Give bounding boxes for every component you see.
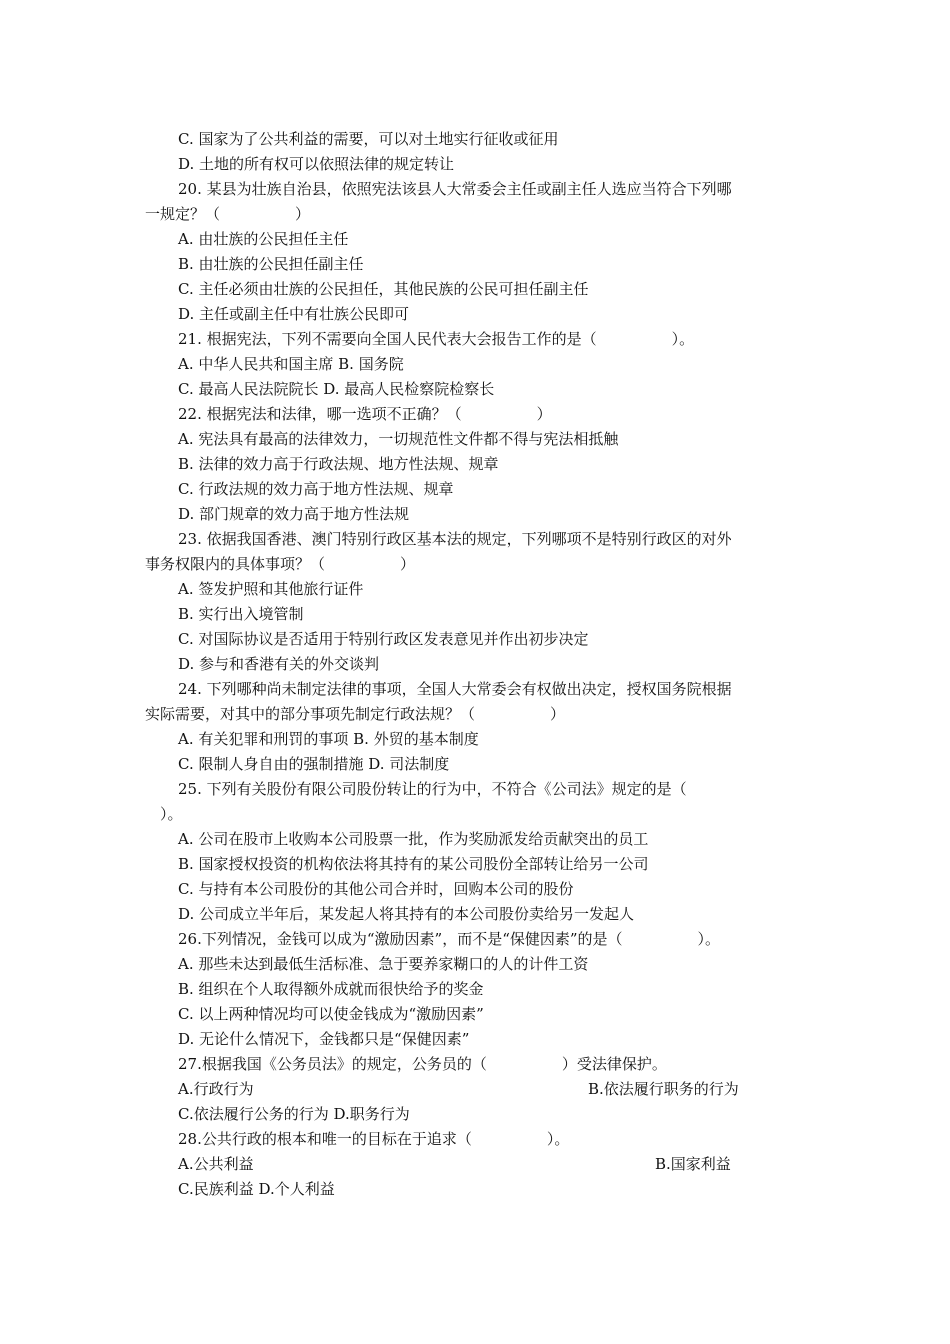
option-line: B. 国家授权投资的机构依法将其持有的某公司股份全部转让给另一公司	[178, 855, 649, 873]
question-26-stem: 26.下列情况，金钱可以成为“激励因素”，而不是“保健因素”的是（ ）。	[178, 930, 721, 948]
question-25-stem: 25. 下列有关股份有限公司股份转让的行为中，不符合《公司法》规定的是（	[178, 780, 687, 798]
option-line: C. 最高人民法院院长 D. 最高人民检察院检察长	[178, 380, 495, 398]
text-line: D. 土地的所有权可以依照法律的规定转让	[178, 155, 455, 173]
option-line: A. 宪法具有最高的法律效力，一切规范性文件都不得与宪法相抵触	[178, 430, 619, 448]
question-21-stem: 21. 根据宪法，下列不需要向全国人民代表大会报告工作的是（ ）。	[178, 330, 695, 348]
option-line: B. 实行出入境管制	[178, 605, 304, 623]
option-line: D. 无论什么情况下，金钱都只是“保健因素”	[178, 1030, 470, 1048]
option-line: D. 主任或副主任中有壮族公民即可	[178, 305, 410, 323]
question-27-stem: 27.根据我国《公务员法》的规定，公务员的（ ）受法律保护。	[178, 1055, 667, 1073]
option-line: C. 限制人身自由的强制措施 D. 司法制度	[178, 755, 450, 773]
option-line: D. 公司成立半年后，某发起人将其持有的本公司股份卖给另一发起人	[178, 905, 635, 923]
option-line: A. 那些未达到最低生活标准、急于要养家糊口的人的计件工资	[178, 955, 589, 973]
option-line: A. 签发护照和其他旅行证件	[178, 580, 364, 598]
text-line: 事务权限内的具体事项？（ ）	[145, 555, 416, 573]
option-line: B.国家利益	[655, 1155, 731, 1173]
option-line: A. 公司在股市上收购本公司股票一批，作为奖励派发给贡献突出的员工	[178, 830, 649, 848]
option-line: A.公共利益	[178, 1155, 254, 1173]
option-line: B. 组织在个人取得额外成就而很快给予的奖金	[178, 980, 484, 998]
option-line: A. 由壮族的公民担任主任	[178, 230, 349, 248]
option-line: C. 以上两种情况均可以使金钱成为“激励因素”	[178, 1005, 484, 1023]
option-line: C. 与持有本公司股份的其他公司合并时，回购本公司的股份	[178, 880, 574, 898]
question-23-stem: 23. 依据我国香港、澳门特别行政区基本法的规定，下列哪项不是特别行政区的对外	[178, 530, 732, 548]
option-line: B. 由壮族的公民担任副主任	[178, 255, 364, 273]
option-line: B. 法律的效力高于行政法规、地方性法规、规章	[178, 455, 499, 473]
text-line: ）。	[160, 805, 183, 823]
option-line: D. 部门规章的效力高于地方性法规	[178, 505, 410, 523]
question-22-stem: 22. 根据宪法和法律，哪一选项不正确？（ ）	[178, 405, 552, 423]
question-28-stem: 28.公共行政的根本和唯一的目标在于追求（ ）。	[178, 1130, 570, 1148]
option-line: A.行政行为	[178, 1080, 254, 1098]
option-line: C.依法履行公务的行为 D.职务行为	[178, 1105, 410, 1123]
option-line: C. 对国际协议是否适用于特别行政区发表意见并作出初步决定	[178, 630, 589, 648]
text-line: 一规定？（ ）	[145, 205, 311, 223]
question-20-stem: 20. 某县为壮族自治县，依照宪法该县人大常委会主任或副主任人选应当符合下列哪	[178, 180, 732, 198]
option-line: B.依法履行职务的行为	[588, 1080, 739, 1098]
option-line: D. 参与和香港有关的外交谈判	[178, 655, 380, 673]
option-line: C. 行政法规的效力高于地方性法规、规章	[178, 480, 454, 498]
option-line: A. 中华人民共和国主席 B. 国务院	[178, 355, 404, 373]
option-line: A. 有关犯罪和刑罚的事项 B. 外贸的基本制度	[178, 730, 479, 748]
question-24-stem: 24. 下列哪种尚未制定法律的事项，全国人大常委会有权做出决定，授权国务院根据	[178, 680, 732, 698]
text-line: C. 国家为了公共利益的需要，可以对土地实行征收或征用	[178, 130, 559, 148]
option-line: C. 主任必须由壮族的公民担任，其他民族的公民可担任副主任	[178, 280, 589, 298]
text-line: 实际需要，对其中的部分事项先制定行政法规？（ ）	[145, 705, 566, 723]
option-line: C.民族利益 D.个人利益	[178, 1180, 335, 1198]
